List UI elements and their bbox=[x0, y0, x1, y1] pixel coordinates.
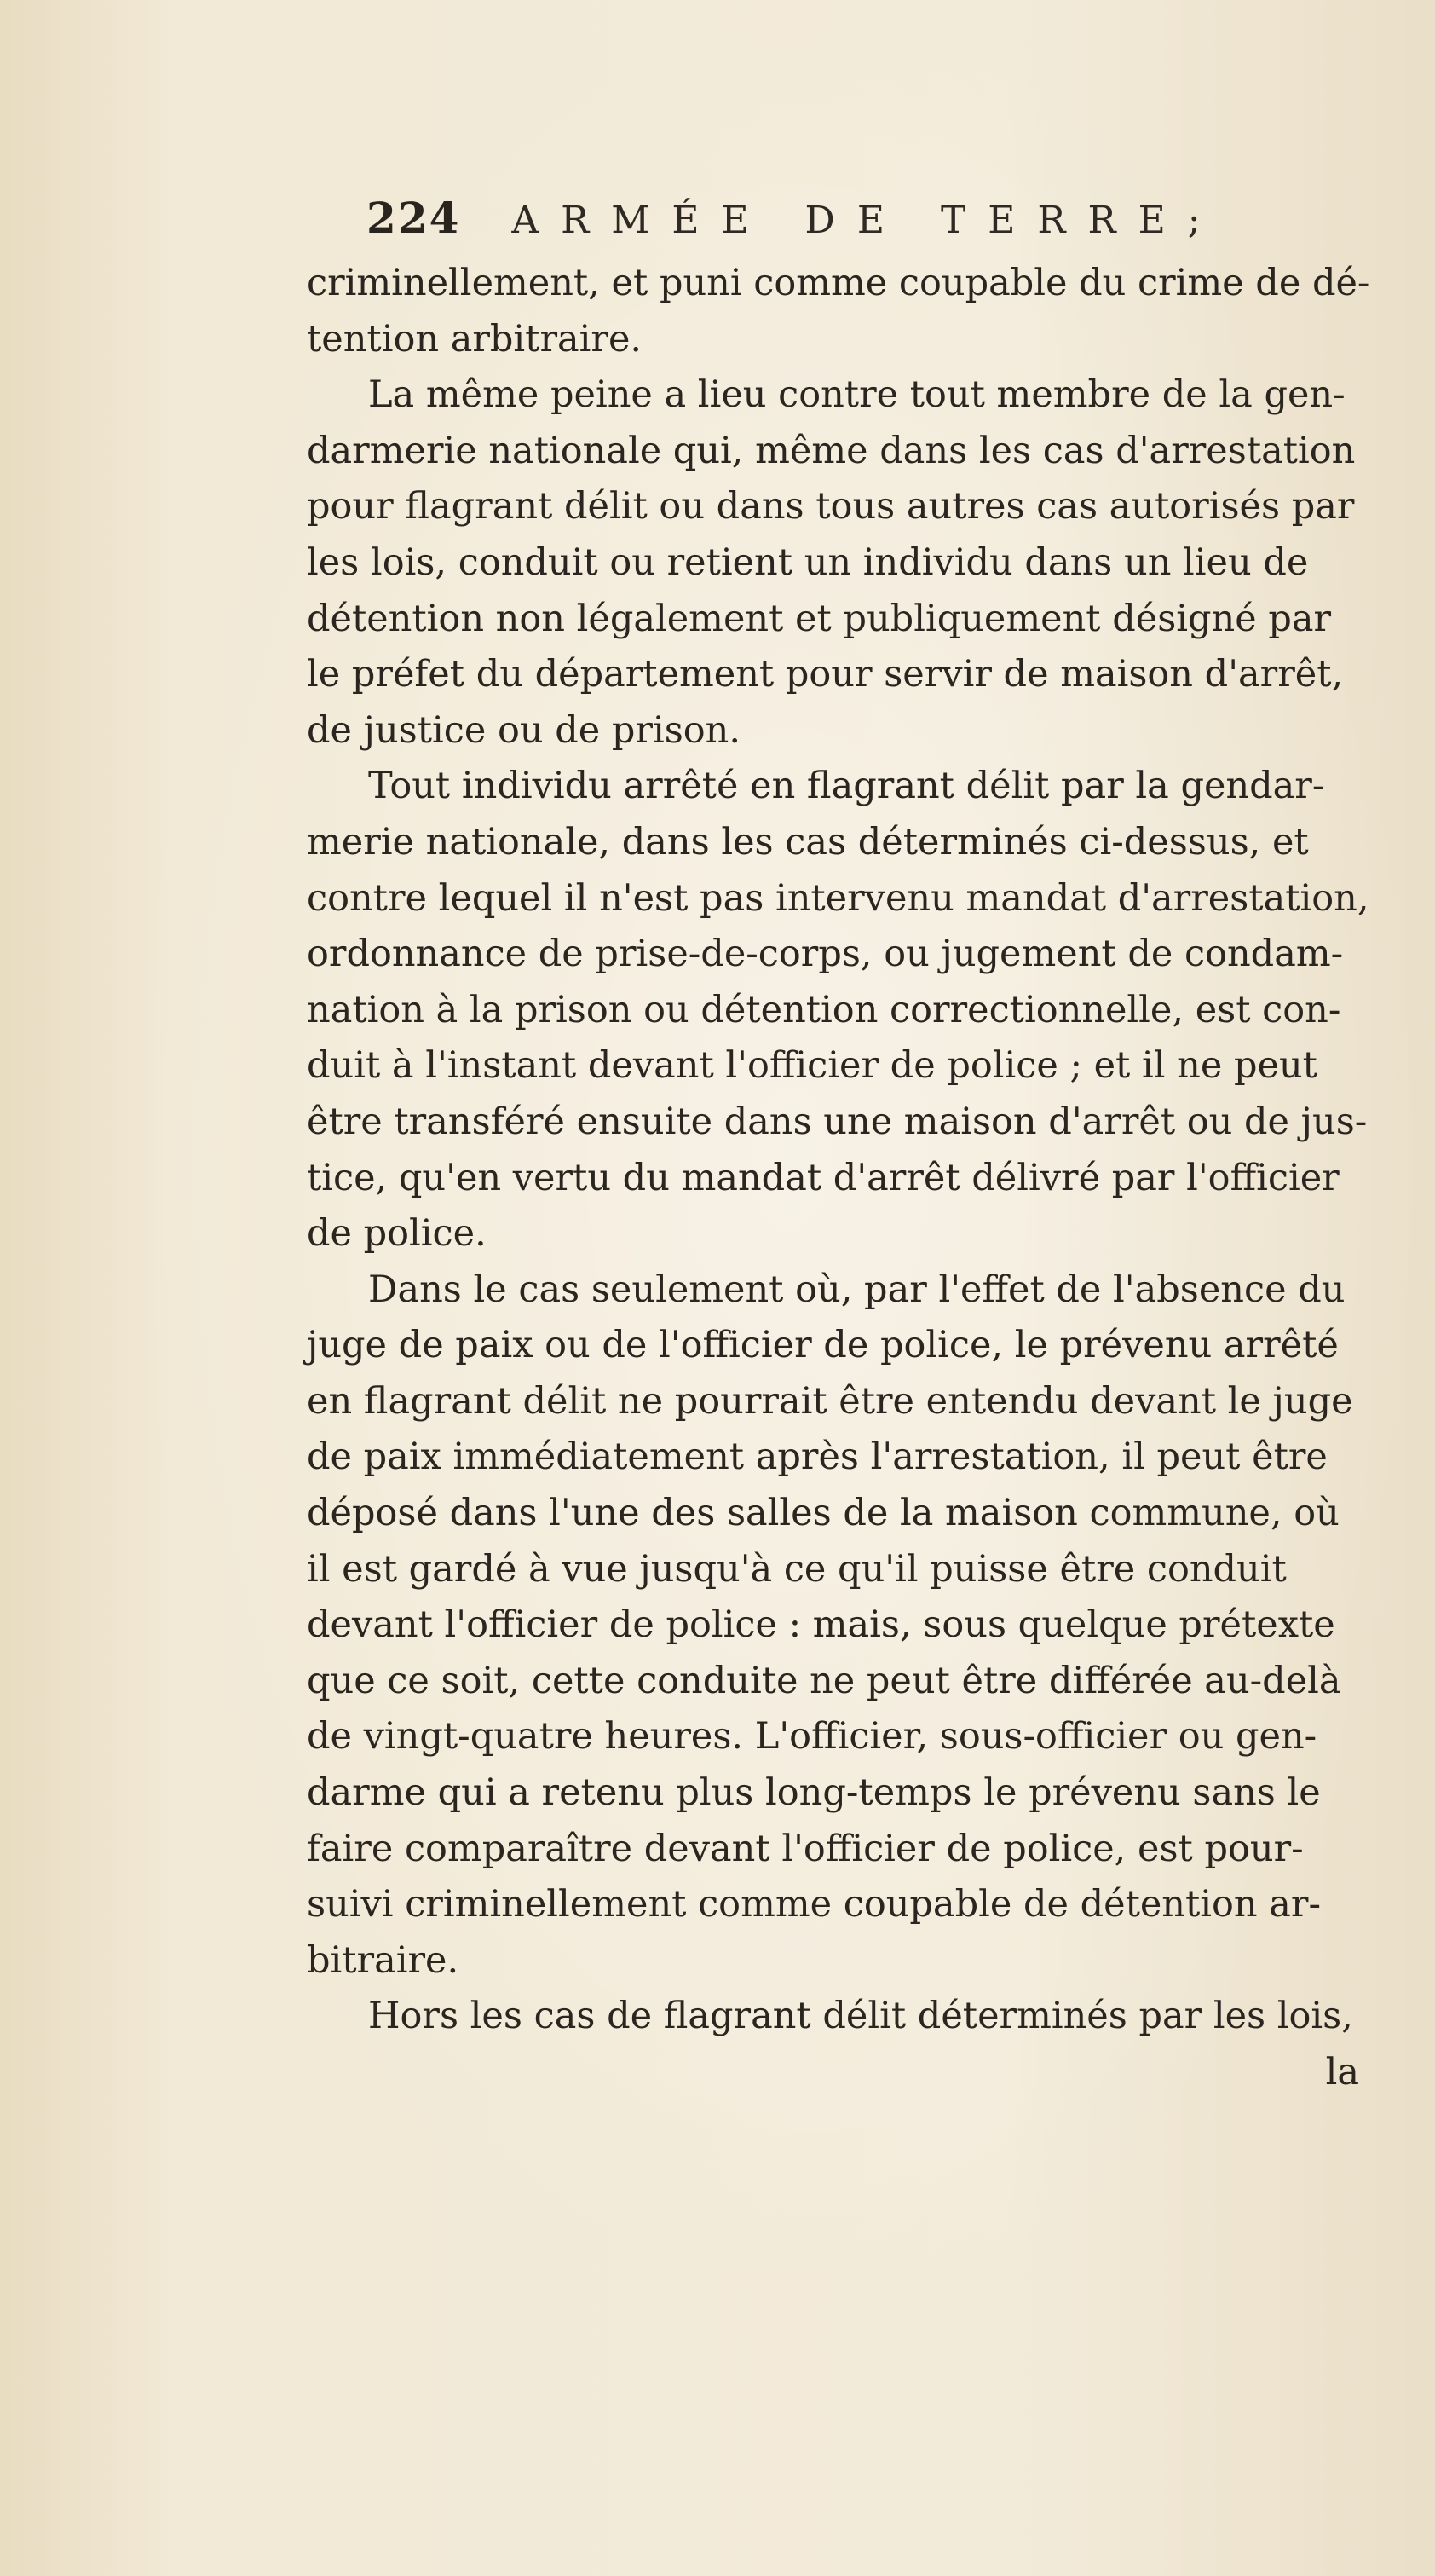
paragraph-start-line: La même peine a lieu contre tout membre de la gen- bbox=[368, 373, 1346, 417]
text-line: de justice ou de prison. bbox=[307, 708, 741, 752]
body-text bbox=[307, 256, 1393, 2101]
text-line: duit à l'instant devant l'officier de police ; et il ne peut bbox=[307, 1044, 1317, 1088]
text-line: déposé dans l'une des salles de la maison commune, où bbox=[307, 1492, 1340, 1535]
text-line: darme qui a retenu plus long-temps le prévenu sans le bbox=[307, 1771, 1321, 1815]
text-line: darmerie nationale qui, même dans les cas d'arrestation bbox=[307, 429, 1356, 472]
text-line: il est gardé à vue jusqu'à ce qu'il puisse être conduit bbox=[307, 1547, 1287, 1591]
text-line: merie nationale, dans les cas déterminés ci-dessus, et bbox=[307, 820, 1309, 863]
paragraph-start-line: Hors les cas de flagrant délit déterminés par les lois, bbox=[368, 1995, 1353, 2038]
text-line: de vingt-quatre heures. L'officier, sous-officier ou gen- bbox=[307, 1715, 1317, 1759]
text-line: de paix immédiatement après l'arrestation, il peut être bbox=[307, 1435, 1328, 1479]
text-line: le préfet du département pour servir de maison d'arrêt, bbox=[307, 653, 1344, 696]
text-line: les lois, conduit ou retient un individu dans un lieu de bbox=[307, 540, 1309, 584]
text-line: ordonnance de prise-de-corps, ou jugement de condam- bbox=[307, 933, 1344, 976]
text-line: bitraire. bbox=[307, 1938, 459, 1982]
running-head: ARMÉE DE TERRE; bbox=[511, 199, 1223, 242]
text-line: suivi criminellement comme coupable de détention ar- bbox=[307, 1883, 1321, 1926]
text-line: que ce soit, cette conduite ne peut être différée au-delà bbox=[307, 1659, 1341, 1702]
paragraph-start-line: Dans le cas seulement où, par l'effet de l'absence du bbox=[368, 1268, 1346, 1311]
text-line: de police. bbox=[307, 1212, 487, 1256]
text-line: tice, qu'en vertu du mandat d'arrêt délivré par l'officier bbox=[307, 1156, 1340, 1199]
page-number: 224 bbox=[366, 193, 461, 243]
text-line: criminellement, et puni comme coupable du crime de dé- bbox=[307, 262, 1370, 304]
page-header bbox=[366, 193, 1346, 261]
paragraph-start-line: Tout individu arrêté en flagrant délit par la gendar- bbox=[368, 765, 1325, 808]
text-line: devant l'officier de police : mais, sous quelque prétexte bbox=[307, 1603, 1335, 1647]
text-line: juge de paix ou de l'officier de police, le prévenu arrêté bbox=[307, 1324, 1339, 1367]
catchword: la bbox=[1325, 2051, 1359, 2094]
text-line: nation à la prison ou détention correctionnelle, est con- bbox=[307, 988, 1341, 1031]
text-line: faire comparaître devant l'officier de police, est pour- bbox=[307, 1827, 1304, 1870]
text-line: contre lequel il n'est pas intervenu mandat d'arrestation, bbox=[307, 876, 1369, 920]
text-line: pour flagrant délit ou dans tous autres cas autorisés par bbox=[307, 485, 1355, 528]
text-line: détention non légalement et publiquement désigné par bbox=[307, 597, 1332, 640]
text-line: en flagrant délit ne pourrait être entendu devant le juge bbox=[307, 1379, 1353, 1423]
text-line: tention arbitraire. bbox=[307, 317, 643, 361]
text-line: être transféré ensuite dans une maison d'arrêt ou de jus- bbox=[307, 1100, 1368, 1143]
